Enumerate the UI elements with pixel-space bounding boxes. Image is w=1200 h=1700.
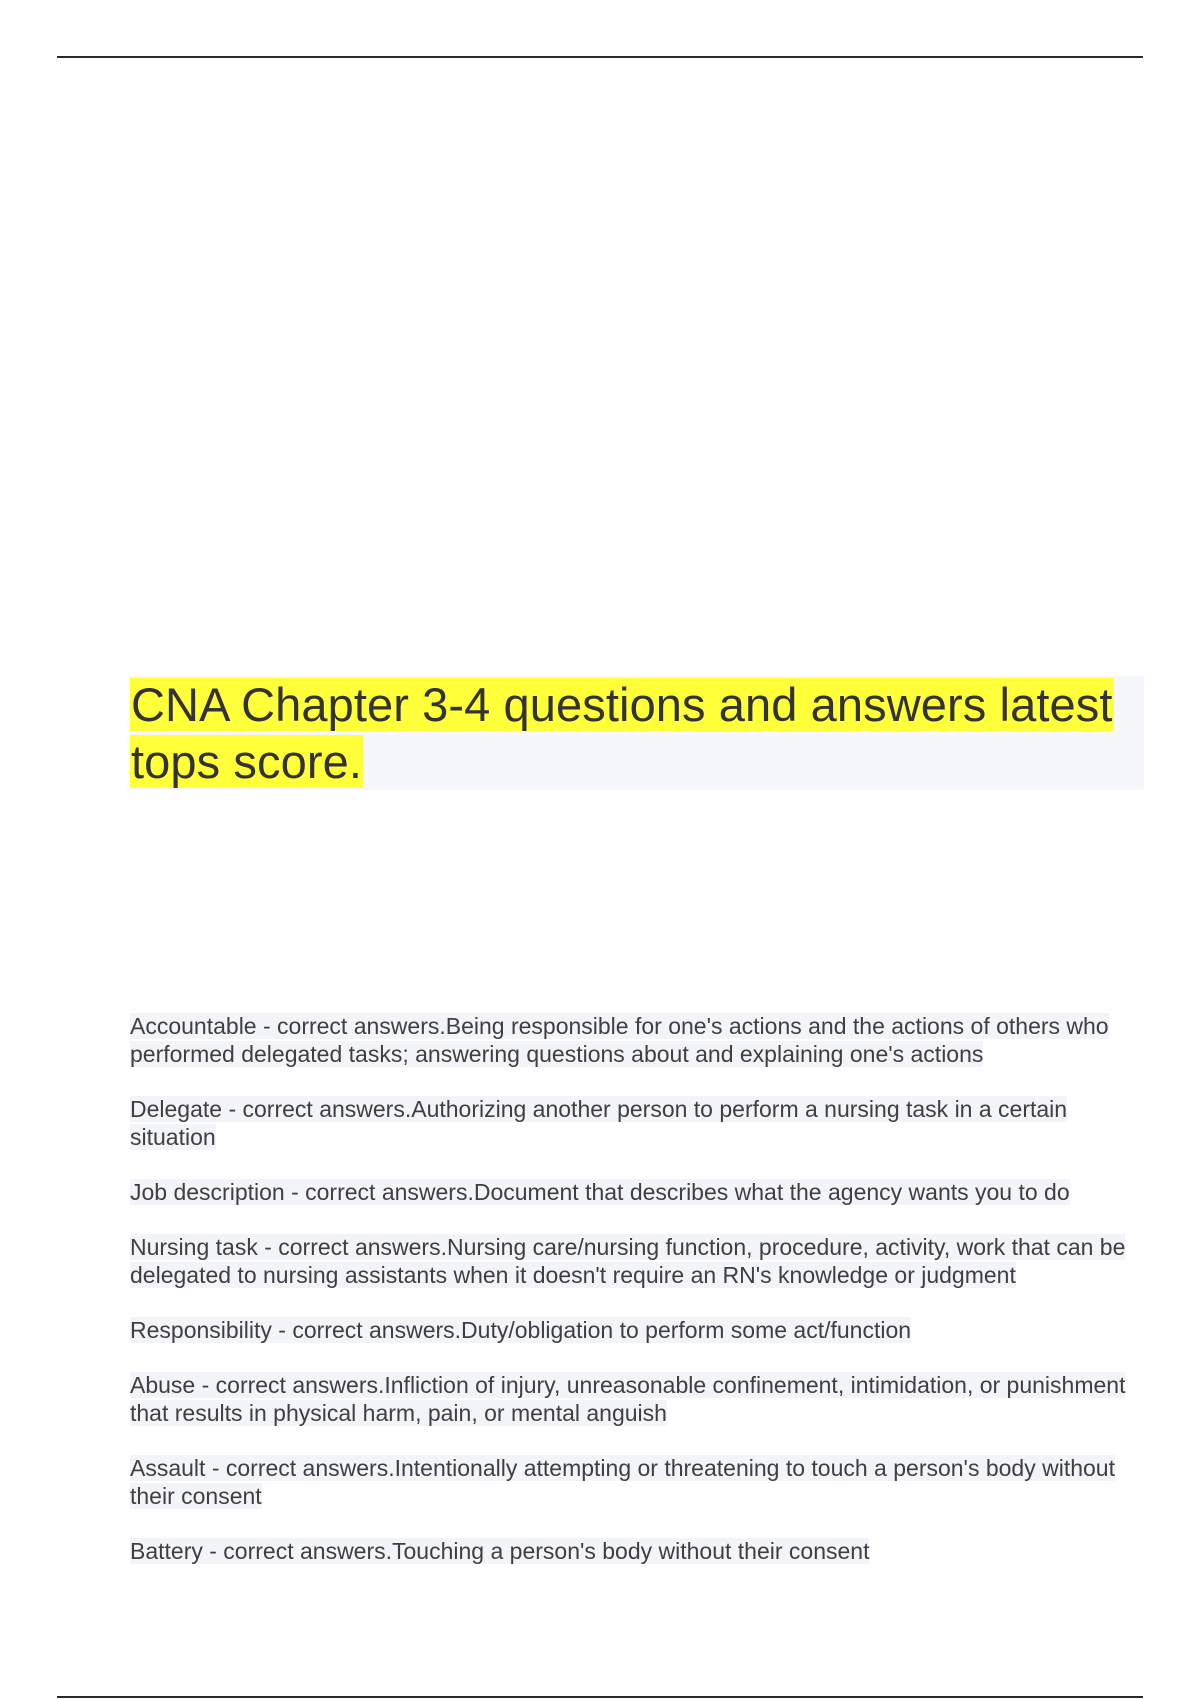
title-highlight: CNA Chapter 3-4 questions and answers latest tops score. [131, 678, 1113, 788]
document-title [130, 676, 1144, 790]
definition-item-job-description [130, 1178, 1144, 1206]
definition-text: Abuse - correct answers.Infliction of injury, unreasonable confinement, intimidation, or punishment that results in physical harm, pain, or mental anguish [130, 1372, 1126, 1426]
definition-item-abuse [130, 1371, 1144, 1427]
definition-text: Battery - correct answers.Touching a person's body without their consent [130, 1538, 870, 1564]
definition-text: Assault - correct answers.Intentionally attempting or threatening to touch a person's body without their consent [130, 1455, 1115, 1509]
definition-text: Accountable - correct answers.Being responsible for one's actions and the actions of others who performed delegated tasks; answering questions about and explaining one's actions [130, 1013, 1109, 1067]
definition-item-battery [130, 1537, 1144, 1565]
definition-item-nursing-task [130, 1233, 1144, 1289]
top-rule [57, 56, 1143, 58]
definition-item-responsibility [130, 1316, 1144, 1344]
definition-item-accountable [130, 1012, 1144, 1068]
definition-text: Responsibility - correct answers.Duty/obligation to perform some act/function [130, 1317, 912, 1343]
bottom-rule [57, 1696, 1143, 1698]
definition-item-assault [130, 1454, 1144, 1510]
definition-text: Nursing task - correct answers.Nursing care/nursing function, procedure, activity, work that can be delegated to nursing assistants when it doesn't require an RN's knowledge or judgment [130, 1234, 1126, 1288]
title-block [130, 676, 1144, 790]
definition-text: Job description - correct answers.Document that describes what the agency wants you to do [130, 1179, 1070, 1205]
definition-item-delegate [130, 1095, 1144, 1151]
definition-text: Delegate - correct answers.Authorizing another person to perform a nursing task in a certain situation [130, 1096, 1068, 1150]
definition-list [130, 1012, 1144, 1592]
